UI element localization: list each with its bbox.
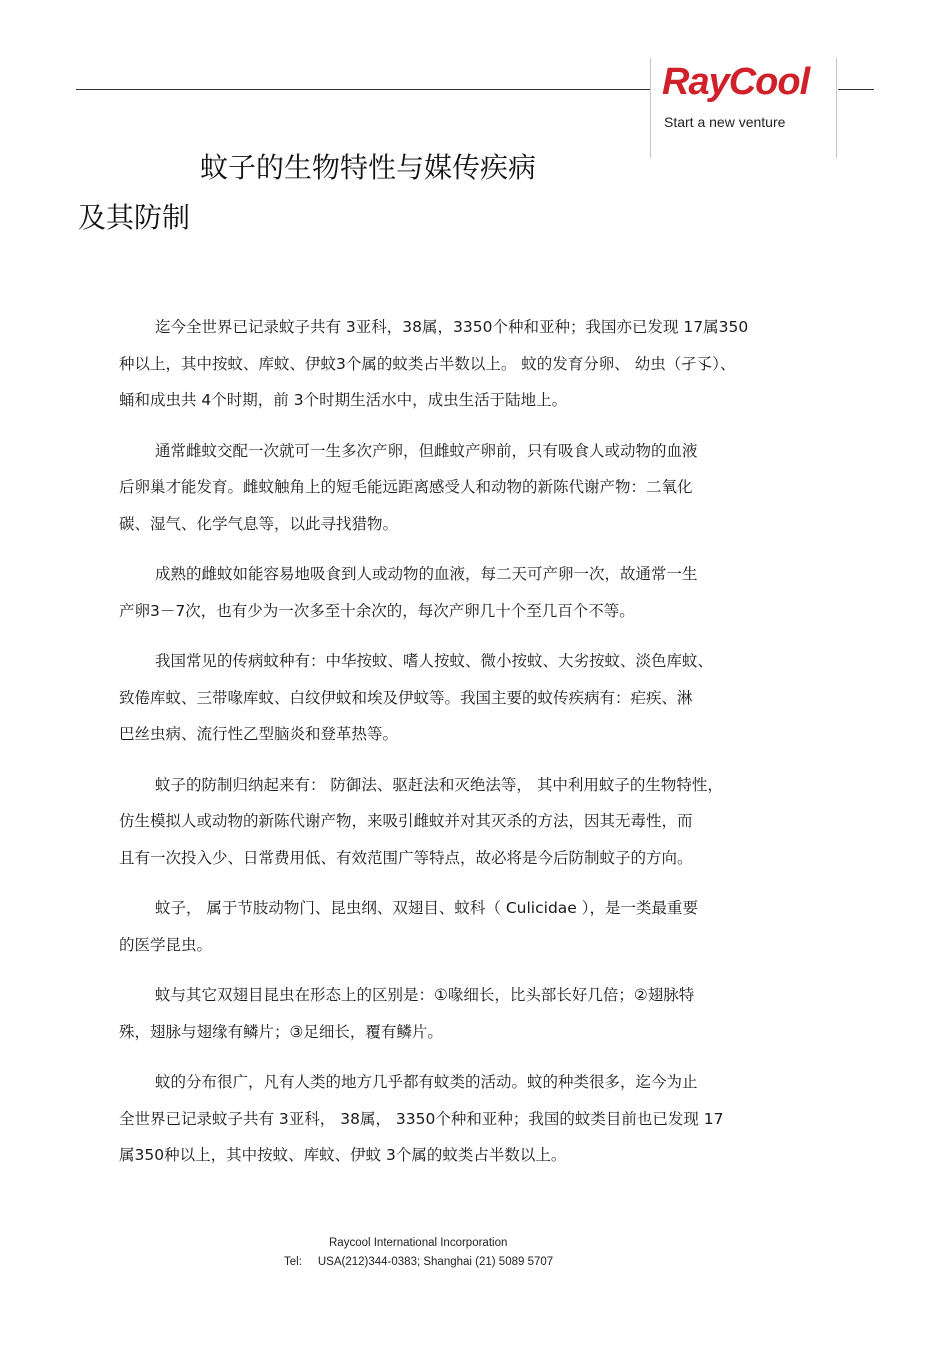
text-line: 通常雌蚊交配一次就可一生多次产卵，但雌蚊产卵前，只有吸食人或动物的血液 — [155, 441, 698, 460]
text-line: 殊，翅脉与翅缘有鳞片；③足细长，覆有鳞片。 — [119, 1022, 443, 1041]
text-line: 蛹和成虫共 4个时期，前 3个时期生活水中，成虫生活于陆地上。 — [119, 391, 568, 409]
logo-divider-right — [836, 58, 837, 158]
document-body — [119, 309, 839, 1188]
text-line: 后卵巢才能发育。雌蚊触角上的短毛能远距离感受人和动物的新陈代谢产物：二氧化 — [119, 478, 693, 496]
text-line: 且有一次投入少、日常费用低、有效范围广等特点，故必将是今后防制蚊子的方向。 — [119, 848, 693, 867]
text-line: 碳、湿气、化学气息等，以此寻找猎物。 — [119, 514, 399, 533]
svg-text:RayCool: RayCool — [662, 61, 810, 103]
header-rule-left — [76, 89, 650, 90]
text-line: 属350种以上，其中按蚊、库蚊、伊蚊 3个属的蚊类占半数以上。 — [119, 1146, 567, 1164]
brand-logo-box — [650, 58, 837, 158]
text-line: 巴丝虫病、流行性乙型脑炎和登革热等。 — [119, 725, 399, 743]
raycool-logo — [662, 60, 812, 104]
paragraph-1 — [119, 309, 839, 419]
text-line: 致倦库蚊、三带喙库蚊、白纹伊蚊和埃及伊蚊等。我国主要的蚊传疾病有：疟疾、淋 — [119, 688, 693, 707]
text-line: 成熟的雌蚊如能容易地吸食到人或动物的血液，每二天可产卵一次，故通常一生 — [155, 565, 698, 583]
paragraph-5 — [119, 767, 839, 877]
paragraph-3 — [119, 556, 839, 629]
text-line: 蚊与其它双翅目昆虫在形态上的区别是：①喙细长，比头部长好几倍；②翅脉特 — [155, 986, 695, 1004]
logo-divider-left — [650, 58, 651, 158]
text-line: 产卵3－7次，也有少为一次多至十余次的，每次产卵几十个至几百个不等。 — [119, 601, 635, 620]
footer-contact: Tel: USA(212)344-0383; Shanghai (21) 5089 5707 — [284, 1256, 554, 1268]
text-line: 种以上，其中按蚊、库蚊、伊蚊3个属的蚊类占半数以上。 蚊的发育分卵、 幼虫（孑孓）、 — [119, 354, 736, 373]
paragraph-8 — [119, 1064, 839, 1174]
header-rule-right — [838, 89, 874, 90]
document-title-line-2: 及其防制 — [78, 201, 191, 234]
text-line: 蚊子， 属于节肢动物门、昆虫纲、双翅目、蚊科（ Culicidae ），是一类最重要 — [155, 899, 698, 917]
paragraph-4 — [119, 643, 839, 753]
text-line: 我国常见的传病蚊种有：中华按蚊、嗜人按蚊、微小按蚊、大劣按蚊、淡色库蚊、 — [155, 652, 714, 670]
paragraph-7 — [119, 977, 839, 1050]
paragraph-2 — [119, 433, 839, 543]
text-line: 迄今全世界已记录蚊子共有 3亚科，38属，3350个种和亚种；我国亦已发现 17属350 — [155, 318, 749, 336]
text-line: 仿生模拟人或动物的新陈代谢产物，来吸引雌蚊并对其灭杀的方法，因其无毒性，而 — [119, 812, 693, 830]
text-line: 蚊的分布很广，凡有人类的地方几乎都有蚊类的活动。蚊的种类很多，迄今为止 — [155, 1073, 698, 1091]
brand-tagline: Start a new venture — [664, 114, 786, 130]
paragraph-6 — [119, 890, 839, 963]
document-title-line-1: 蚊子的生物特性与媒传疾病 — [200, 151, 537, 184]
text-line: 蚊子的防制归纳起来有： 防御法、驱赶法和灭绝法等， 其中利用蚊子的生物特性， — [155, 775, 723, 794]
footer-company: Raycool International Incorporation — [329, 1237, 508, 1249]
text-line: 全世界已记录蚊子共有 3亚科， 38属， 3350个种和亚种；我国的蚊类目前也已发现 17 — [119, 1109, 724, 1128]
text-line: 的医学昆虫。 — [119, 935, 213, 954]
